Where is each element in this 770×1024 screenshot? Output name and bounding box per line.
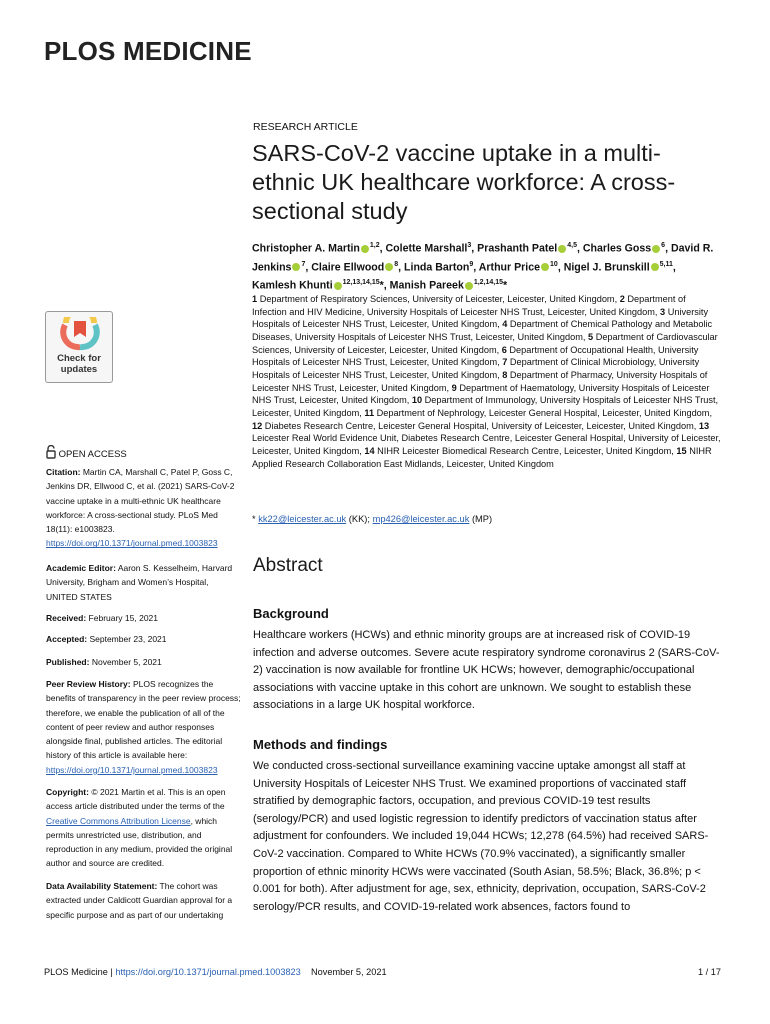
citation-text: Martin CA, Marshall C, Patel P, Goss C, Jenkins DR, Ellwood C, et al. (2021) SARS-CoV-2 vaccine uptake in a multi-ethnic UK healthcare workforce: A cross-sectional study. PLoS Med 18(11): e1003823. xyxy=(46,467,235,535)
footer-date: November 5, 2021 xyxy=(311,967,387,977)
correspondence xyxy=(252,514,722,524)
author-name: Prashanth Patel xyxy=(477,242,558,255)
affiliation-text: Department of Immunology, University Hospitals of Leicester NHS Trust, Leicester, United Kingdom, xyxy=(252,395,719,418)
affiliation-number: 3 xyxy=(660,306,666,317)
orcid-icon[interactable] xyxy=(558,245,566,253)
data-availability-block xyxy=(46,879,242,922)
background-heading: Background xyxy=(253,606,329,621)
affiliations xyxy=(252,293,722,470)
author-separator: , xyxy=(305,261,312,274)
orcid-icon[interactable] xyxy=(652,245,660,253)
author-affiliation-sup: 1,2,14,15 xyxy=(473,279,504,287)
affiliation-number: 1 xyxy=(252,294,258,304)
author-separator: * xyxy=(503,279,508,292)
author-name: Charles Goss xyxy=(582,242,652,255)
background-text: Healthcare workers (HCWs) and ethnic minority groups are at increased risk of COVID-19 infection and adverse outcomes. Severe acute respiratory syndrome coronavirus 2 (SARS-CoV-2) vaccination is now available for frontline UK HCWs; however, demographic/occupational associations with vaccine uptake in this cohort are unknown. We sought to establish these associations in a large UK hospital workforce. xyxy=(253,629,720,712)
email-link-kk[interactable]: kk22@leicester.ac.uk xyxy=(258,514,347,524)
orcid-icon[interactable] xyxy=(385,263,393,271)
affiliation-number: 4 xyxy=(502,319,508,330)
accepted-label: Accepted: xyxy=(46,634,88,644)
author-separator: *, xyxy=(379,279,390,292)
correspondence-initials-kk: (KK); xyxy=(348,514,370,524)
author-separator: , xyxy=(557,261,564,274)
received-value: February 15, 2021 xyxy=(88,613,159,623)
data-availability-text: The cohort was extracted under Caldicott Guardian approval for a specific purpose and as part of our undertaking xyxy=(46,881,233,920)
affiliation-number: 11 xyxy=(364,407,375,418)
article-type: RESEARCH ARTICLE xyxy=(253,121,358,133)
affiliation-number: 5 xyxy=(588,331,594,342)
check-for-updates-label xyxy=(46,353,112,375)
author-name: Christopher A. Martin xyxy=(252,242,360,255)
page-footer xyxy=(44,967,387,977)
author-affiliation-sup: 12,13,14,15 xyxy=(342,279,380,287)
affiliation-text: Department of Clinical Microbiology, University Hospitals of Leicester NHS Trust, Leicester, United Kingdom, xyxy=(252,357,700,380)
author-affiliation-sup: 10 xyxy=(550,260,558,268)
received-date xyxy=(46,611,242,625)
orcid-icon[interactable] xyxy=(465,282,473,290)
article-title: SARS-CoV-2 vaccine uptake in a multi-ethnic UK healthcare workforce: A cross-sectional study xyxy=(252,140,676,224)
author-affiliation-sup: 1,2 xyxy=(369,242,380,249)
peer-review-text: PLOS recognizes the benefits of transparency in the peer review process; therefore, we enable the publication of all of the content of peer review and author responses alongside final, published articles. The editorial history of this article is available here: xyxy=(46,679,241,761)
email-link-mp[interactable]: mp426@leicester.ac.uk xyxy=(372,514,470,524)
author-affiliation-sup: 5,11 xyxy=(659,260,673,268)
affiliation-number: 15 xyxy=(676,445,687,456)
affiliation-text: University Hospitals of Leicester NHS Trust, Leicester, United Kingdom, xyxy=(252,306,709,330)
author-name: Arthur Price xyxy=(478,261,541,274)
author-name: Colette Marshall xyxy=(385,242,468,255)
author-separator: , xyxy=(471,242,478,255)
copyright-text-end: , which permits unrestricted use, distribution, and reproduction in any medium, provided the original author and source are credited. xyxy=(46,815,233,869)
academic-editor-block xyxy=(46,561,242,604)
orcid-icon[interactable] xyxy=(361,245,369,253)
footer-journal: PLOS Medicine xyxy=(44,967,108,977)
data-availability-label: Data Availability Statement: xyxy=(46,881,158,891)
affiliation-number: 12 xyxy=(252,420,263,431)
affiliation-number: 10 xyxy=(411,395,423,406)
author-affiliation-sup: 6 xyxy=(661,242,666,249)
author-name: Kamlesh Khunti xyxy=(252,279,333,292)
orcid-icon[interactable] xyxy=(334,282,342,290)
peer-review-block xyxy=(46,677,242,777)
author-affiliation-sup: 9 xyxy=(469,260,474,268)
published-label: Published: xyxy=(46,657,90,667)
affiliation-number: 7 xyxy=(502,357,508,368)
affiliation-number: 8 xyxy=(502,369,508,380)
affiliation-text: Department of Pharmacy, University Hospitals of Leicester NHS Trust, Leicester, United Kingdom, xyxy=(252,369,708,393)
academic-editor-text: Aaron S. Kesselheim, Harvard University, Brigham and Women’s Hospital, UNITED STATES xyxy=(46,563,233,602)
affiliation-text: Department of Occupational Health, University Hospitals of Leicester NHS Trust, Leicester, United Kingdom, xyxy=(252,344,699,368)
affiliation-number: 13 xyxy=(698,420,710,431)
affiliation-number: 2 xyxy=(619,294,625,304)
author-separator: , xyxy=(665,242,671,255)
accepted-value: September 23, 2021 xyxy=(89,634,167,644)
citation-doi-link[interactable]: https://doi.org/10.1371/journal.pmed.1003823 xyxy=(46,538,218,549)
bookmark-ring-icon xyxy=(60,317,100,351)
license-link[interactable]: Creative Commons Attribution License xyxy=(46,815,191,826)
methods-heading: Methods and findings xyxy=(253,737,388,752)
correspondence-star: * xyxy=(252,514,256,524)
affiliation-text: Leicester Real World Evidence Unit, Diabetes Research Centre, Leicester General Hospital, University of Leicester, Leicester, United Kingdom, xyxy=(252,433,721,456)
published-date xyxy=(46,655,242,669)
affiliation-text: Department of Haematology, University Hospitals of Leicester NHS Trust, Leicester, United Kingdom, xyxy=(252,382,710,406)
methods-text: We conducted cross-sectional surveillance examining vaccine uptake amongst all staff at University Hospitals of Leicester NHS Trust. We examined proportions of vaccinated staff stratified by demographic factors, occupation, and previous COVID-19 test results (serology/PCR) and used logistic regression to identify predictors of vaccination status after adjustment for confounders. We included 19,044 HCWs; 12,278 (64.5%) had received SARS-CoV-2 vaccination. Compared to White HCWs (70.9% vaccinated), a significantly smaller proportion of ethnic minority HCWs were vaccinated (South Asian, 58.5%; Black, 36.8%; p < 0.001 for both). After adjustment for age, sex, ethnicity, deprivation, occupation, SARS-CoV-2 serology/PCR results, and COVID-19-related work absences, factors found to xyxy=(253,760,709,913)
copyright-block xyxy=(46,785,242,871)
author-affiliation-sup: 3 xyxy=(467,242,472,249)
affiliation-number: 6 xyxy=(501,344,507,355)
author-affiliation-sup: 8 xyxy=(394,260,399,268)
affiliation-text: Diabetes Research Centre, Leicester General Hospital, University of Leicester, Leicester, United Kingdom, xyxy=(264,420,697,431)
affiliation-text: NIHR Applied Research Collaboration East Midlands, Leicester, United Kingdom xyxy=(252,445,712,469)
orcid-icon[interactable] xyxy=(541,263,549,271)
affiliation-text: Department of Infection and HIV Medicine, University Hospitals of Leicester NHS Trust, Leicester, United Kingdom, xyxy=(252,294,686,317)
author-affiliation-sup: 7 xyxy=(301,260,306,268)
affiliation-number: 9 xyxy=(451,382,457,393)
copyright-text: © 2021 Martin et al. This is an open access article distributed under the terms of the xyxy=(46,787,226,812)
author-separator: , xyxy=(576,242,583,255)
citation-label: Citation: xyxy=(46,467,81,477)
journal-logo: PLOS MEDICINE xyxy=(44,36,252,66)
abstract-heading: Abstract xyxy=(253,555,323,576)
peer-review-label: Peer Review History: xyxy=(46,679,131,689)
correspondence-initials-mp: (MP) xyxy=(471,514,493,524)
affiliation-text: Department of Respiratory Sciences, University of Leicester, Leicester, United Kingdom, xyxy=(259,294,618,304)
affiliation-text: NIHR Leicester Biomedical Research Centre, Leicester, United Kingdom, xyxy=(377,445,674,456)
author-affiliation-sup: 4,5 xyxy=(567,242,577,249)
affiliation-text: Department of Chemical Pathology and Metabolic Diseases, University Hospitals of Leicester NHS Trust, Leicester, United Kingdom, xyxy=(252,319,713,342)
affiliation-text: Department of Cardiovascular Sciences, University of Leicester, Leicester, United Kingdom, xyxy=(252,331,718,355)
published-value: November 5, 2021 xyxy=(91,657,162,667)
received-label: Received: xyxy=(46,613,87,623)
academic-editor-label: Academic Editor: xyxy=(46,563,116,573)
open-access-label xyxy=(46,445,127,460)
author-separator: , xyxy=(379,242,386,255)
accepted-date xyxy=(46,632,242,646)
author-separator: , xyxy=(672,261,676,274)
citation-block xyxy=(46,465,242,551)
author-name: David R. Jenkins xyxy=(252,242,714,274)
author-list xyxy=(252,238,722,294)
copyright-label: Copyright: xyxy=(46,787,89,797)
author-name: Manish Pareek xyxy=(389,279,464,292)
badge-line-1: Check for xyxy=(57,353,101,364)
page-number: 1 / 17 xyxy=(698,967,721,977)
affiliation-text: Department of Nephrology, Leicester General Hospital, Leicester, United Kingdom, xyxy=(376,407,713,418)
check-for-updates-button[interactable] xyxy=(45,311,113,383)
open-access-text: OPEN ACCESS xyxy=(58,449,127,460)
footer-separator: | xyxy=(110,967,113,977)
orcid-icon[interactable] xyxy=(292,263,300,271)
author-name: Claire Ellwood xyxy=(311,261,385,274)
orcid-icon[interactable] xyxy=(651,263,659,271)
author-separator: , xyxy=(398,261,405,274)
open-lock-icon xyxy=(46,445,56,459)
author-name: Linda Barton xyxy=(404,261,470,274)
peer-review-link[interactable]: https://doi.org/10.1371/journal.pmed.1003823 xyxy=(46,764,218,775)
author-name: Nigel J. Brunskill xyxy=(563,261,650,274)
author-separator: , xyxy=(473,261,479,274)
footer-doi-link[interactable]: https://doi.org/10.1371/journal.pmed.1003823 xyxy=(115,967,301,977)
badge-line-2: updates xyxy=(60,364,98,375)
affiliation-number: 14 xyxy=(364,445,375,456)
